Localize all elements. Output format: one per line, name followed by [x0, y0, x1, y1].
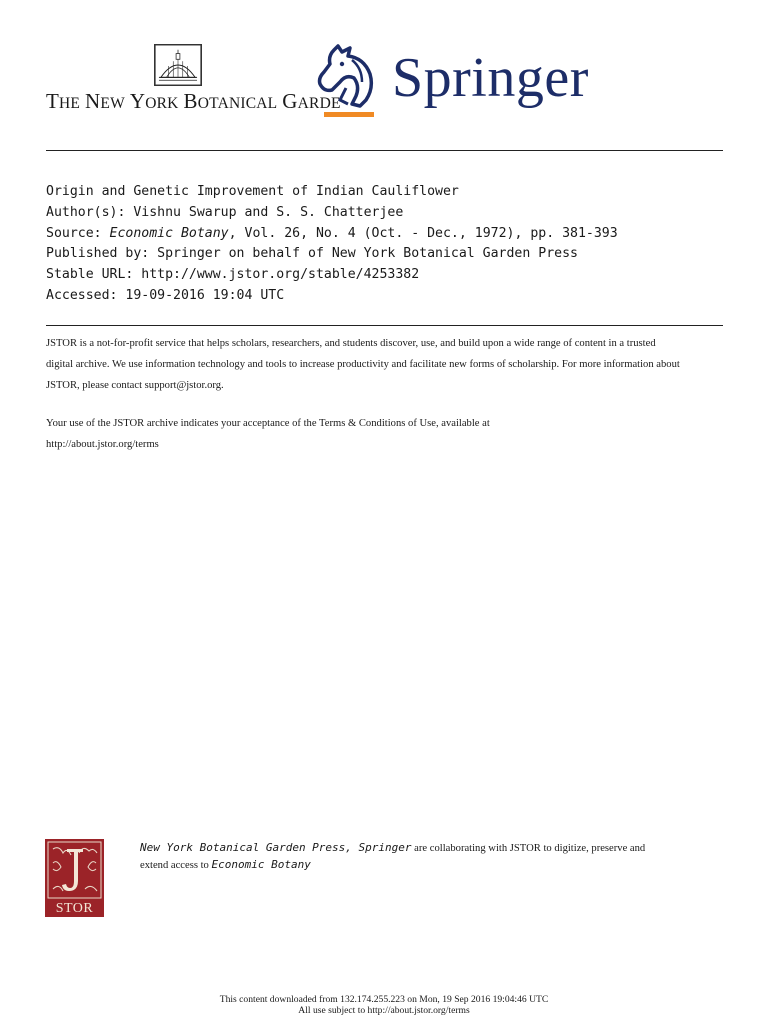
nybg-logo-text: THE NEW YORK BOTANICAL GARDE	[46, 89, 341, 113]
article-publisher: Published by: Springer on behalf of New York Botanical Garden Press	[46, 246, 578, 262]
footer-terms-line: All use subject to http://about.jstor.org/terms	[298, 1005, 470, 1016]
jstor-emblem-icon	[45, 839, 104, 917]
jstor-info-line: JSTOR, please contact support@jstor.org.	[46, 379, 224, 391]
terms-link[interactable]: http://about.jstor.org/terms	[46, 438, 159, 450]
jstor-terms-notice	[46, 414, 726, 456]
springer-orange-bar	[324, 112, 374, 117]
source-journal: Economic Botany	[109, 225, 229, 241]
stable-url[interactable]: Stable URL: http://www.jstor.org/stable/4253382	[46, 267, 420, 283]
nybg-logo	[46, 44, 341, 114]
accessed-date: Accessed: 19-09-2016 19:04 UTC	[46, 287, 285, 303]
jstor-info-line: JSTOR is a not-for-profit service that helps scholars, researchers, and students discover, use, and build upon a wide range of content in a trusted	[46, 338, 656, 349]
collaboration-note: New York Botanical Garden Press, Springer are collaborating with JSTOR to digitize, preserve and extend access to Economic Botany	[140, 841, 646, 871]
article-source: Source: Economic Botany, Vol. 26, No. 4 (Oct. - Dec., 1972), pp. 381-393	[46, 225, 618, 241]
citation-block	[46, 182, 726, 307]
jstor-description	[46, 334, 726, 396]
springer-wordmark: Springer	[392, 47, 589, 109]
springer-horse-icon	[316, 44, 378, 112]
jstor-logo	[45, 839, 104, 917]
terms-text: Your use of the JSTOR archive indicates your acceptance of the Terms & Conditions of Use, available at	[46, 418, 490, 429]
header-divider	[46, 150, 723, 151]
article-authors: Author(s): Vishnu Swarup and S. S. Chatterjee	[46, 204, 404, 220]
jstor-info-line: digital archive. We use information technology and tools to increase productivity and facilitate new forms of scholarship. For more information about	[46, 358, 680, 370]
citation-divider	[46, 325, 723, 326]
collab-journal: Economic Botany	[211, 858, 311, 871]
footer-download-line: This content downloaded from 132.174.255.223 on Mon, 19 Sep 2016 19:04:46 UTC	[219, 994, 549, 1005]
springer-logo	[316, 42, 606, 122]
partner-names: New York Botanical Garden Press, Springer	[140, 841, 412, 854]
article-title: Origin and Genetic Improvement of Indian Cauliflower	[46, 184, 459, 199]
conservatory-dome-icon	[154, 44, 202, 86]
download-footer	[0, 994, 768, 1016]
jstor-logo-text: STOR	[55, 901, 94, 916]
